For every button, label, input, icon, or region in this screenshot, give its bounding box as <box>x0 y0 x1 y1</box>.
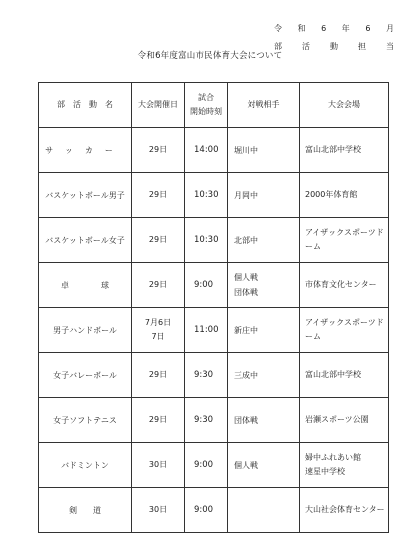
date-cell <box>132 398 185 443</box>
cell-text: 富山北部中学校 <box>305 370 361 379</box>
venue-cell <box>300 218 389 263</box>
cell-text: 9:00 <box>194 505 214 515</box>
start-time-cell <box>185 443 228 488</box>
column-header-venue: 大会会場 <box>300 83 389 128</box>
table-row <box>39 218 389 263</box>
cell-text: 三成中 <box>234 370 258 380</box>
start-time-cell <box>185 263 228 308</box>
date-cell <box>132 353 185 398</box>
club-name-cell <box>39 443 132 488</box>
table-row <box>39 443 389 488</box>
cell-text: サッカー <box>45 145 125 155</box>
cell-text: 個人戦 <box>234 273 258 282</box>
opponent-cell <box>228 398 300 443</box>
opponent-cell <box>228 443 300 488</box>
start-time-cell <box>185 398 228 443</box>
venue-cell <box>300 128 389 173</box>
cell-text: 個人戦 <box>234 460 258 470</box>
club-name-cell <box>39 308 132 353</box>
column-header-opponent: 対戦相手 <box>228 83 300 128</box>
date-part: 月 <box>386 24 394 33</box>
opponent-cell <box>228 308 300 353</box>
cell-text: バスケットボール男子 <box>45 190 125 200</box>
column-header-date: 大会開催日 <box>132 83 185 128</box>
start-time-cell <box>185 488 228 533</box>
club-name-cell <box>39 128 132 173</box>
opponent-cell <box>228 263 300 308</box>
cell-text: アイザックスポーツド <box>305 228 384 237</box>
cell-text: 9:30 <box>194 370 214 380</box>
cell-text: 女子ソフトテニス <box>53 415 117 425</box>
issuer-part: 動 <box>330 42 338 51</box>
cell-text: 婦中ふれあい館 <box>305 453 361 462</box>
date-part: 和 <box>297 24 306 33</box>
cell-text: 11:00 <box>194 325 219 335</box>
issuer-part: 担 <box>358 42 366 51</box>
opponent-cell <box>228 173 300 218</box>
table-header-row <box>39 83 389 128</box>
issue-date <box>274 20 394 38</box>
start-time-cell <box>185 353 228 398</box>
cell-text: 29日 <box>148 370 168 379</box>
cell-text: 市体育文化センター <box>305 280 377 289</box>
cell-text: ーム <box>305 332 321 341</box>
date-cell <box>132 173 185 218</box>
cell-text: 29日 <box>148 190 168 199</box>
cell-text: バスケットボール女子 <box>45 235 125 245</box>
table-row <box>39 353 389 398</box>
opponent-cell <box>228 218 300 263</box>
cell-text: バドミントン <box>61 460 109 470</box>
cell-text: 女子バレーボール <box>53 370 117 380</box>
club-name-cell <box>39 173 132 218</box>
date-cell <box>132 488 185 533</box>
club-name-cell <box>39 263 132 308</box>
club-name-cell <box>39 398 132 443</box>
cell-text: 男子ハンドボール <box>53 325 117 335</box>
start-time-cell <box>185 128 228 173</box>
venue-cell <box>300 173 389 218</box>
club-name-cell <box>39 218 132 263</box>
date-cell <box>132 218 185 263</box>
cell-text: 14:00 <box>194 145 219 155</box>
cell-text: 堀川中 <box>234 145 258 155</box>
table-row <box>39 488 389 533</box>
cell-text: ーム <box>305 242 321 251</box>
date-cell <box>132 128 185 173</box>
cell-text: 卓 球 <box>61 280 109 290</box>
cell-text: 岩瀬スポーツ公園 <box>305 415 369 424</box>
cell-text: 10:30 <box>194 190 219 200</box>
cell-text: 29日 <box>148 415 168 424</box>
cell-text: 9:00 <box>194 280 214 290</box>
date-cell <box>132 443 185 488</box>
date-cell <box>132 308 185 353</box>
date-part: 6 <box>321 24 327 33</box>
issuer-part: 当 <box>386 42 394 51</box>
cell-text: 月岡中 <box>234 190 258 200</box>
table-row <box>39 263 389 308</box>
venue-cell <box>300 398 389 443</box>
venue-cell <box>300 488 389 533</box>
venue-cell <box>300 353 389 398</box>
cell-text: 7日 <box>151 332 165 341</box>
cell-text: 北部中 <box>234 235 258 245</box>
issuer-part: 部 <box>274 42 282 51</box>
issuer-part: 活 <box>302 42 310 51</box>
cell-text: 団体戦 <box>234 288 258 297</box>
club-name-cell <box>39 353 132 398</box>
cell-text: 29日 <box>148 235 168 244</box>
opponent-cell <box>228 353 300 398</box>
start-time-cell <box>185 308 228 353</box>
cell-text: 剣 道 <box>69 505 101 515</box>
table-row <box>39 128 389 173</box>
cell-text: 2000年体育館 <box>305 190 358 199</box>
column-header-time: 試合 開始時刻 <box>185 83 228 128</box>
venue-cell <box>300 443 389 488</box>
cell-text: 大山社会体育センター <box>305 505 385 514</box>
table-row <box>39 308 389 353</box>
venue-cell <box>300 263 389 308</box>
cell-text: 7月6日 <box>144 318 172 327</box>
cell-text: 10:30 <box>194 235 219 245</box>
venue-cell <box>300 308 389 353</box>
cell-text: 速星中学校 <box>305 467 345 476</box>
cell-text: 新庄中 <box>234 325 258 335</box>
cell-text: 29日 <box>148 280 168 289</box>
cell-text: 富山北部中学校 <box>305 145 361 154</box>
cell-text: アイザックスポーツド <box>305 318 384 327</box>
date-part: 6 <box>365 24 371 33</box>
opponent-cell <box>228 488 300 533</box>
start-time-cell <box>185 173 228 218</box>
opponent-cell <box>228 128 300 173</box>
cell-text: 30日 <box>148 460 168 469</box>
cell-text: 9:00 <box>194 460 214 470</box>
column-header-club: 部 活 動 名 <box>39 83 132 128</box>
date-part: 年 <box>341 24 350 33</box>
table-row <box>39 173 389 218</box>
document-title: 令和6年度富山市民体育大会について <box>137 51 283 61</box>
date-part: 令 <box>274 24 282 33</box>
start-time-cell <box>185 218 228 263</box>
cell-text: 9:30 <box>194 415 214 425</box>
cell-text: 30日 <box>148 505 168 514</box>
schedule-table <box>38 82 389 533</box>
cell-text: 団体戦 <box>234 415 258 425</box>
table-row <box>39 398 389 443</box>
club-name-cell <box>39 488 132 533</box>
cell-text: 29日 <box>148 145 168 154</box>
date-cell <box>132 263 185 308</box>
